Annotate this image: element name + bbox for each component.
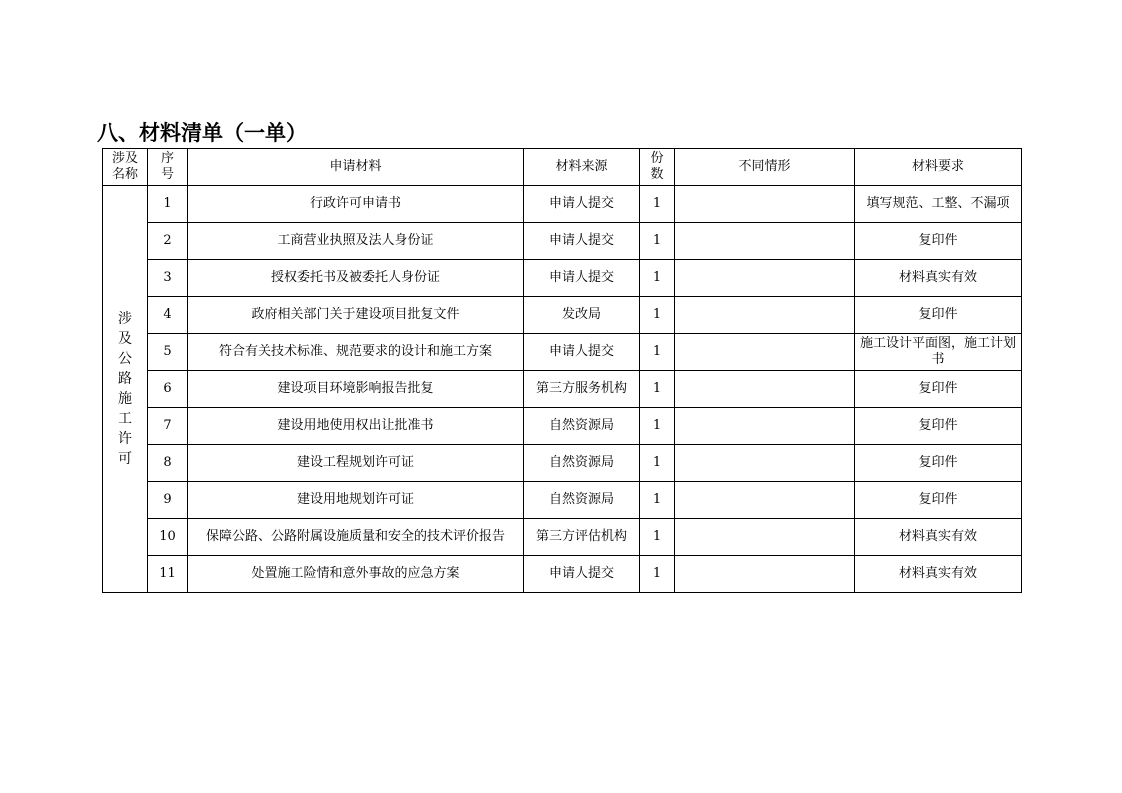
material-name: 建设用地规划许可证 (188, 482, 524, 519)
row-number: 7 (148, 408, 188, 445)
material-requirement: 复印件 (855, 297, 1022, 334)
header-number (148, 149, 188, 186)
row-number: 9 (148, 482, 188, 519)
material-copies: 1 (640, 408, 675, 445)
row-number: 2 (148, 223, 188, 260)
row-number: 1 (148, 186, 188, 223)
table-row (103, 334, 1022, 371)
table-row (103, 260, 1022, 297)
material-situation (675, 519, 855, 556)
header-number-line2: 号 (160, 167, 174, 182)
header-scope-line1: 涉及 (111, 151, 138, 166)
material-source: 申请人提交 (524, 260, 640, 297)
material-situation (675, 371, 855, 408)
material-requirement: 施工设计平面图，施工计划书 (855, 334, 1022, 371)
material-source: 自然资源局 (524, 482, 640, 519)
material-situation (675, 556, 855, 593)
header-requirement: 材料要求 (855, 149, 1022, 186)
header-situation: 不同情形 (675, 149, 855, 186)
material-source: 自然资源局 (524, 445, 640, 482)
table-row (103, 223, 1022, 260)
table-row (103, 445, 1022, 482)
material-situation (675, 297, 855, 334)
material-situation (675, 482, 855, 519)
material-requirement: 材料真实有效 (855, 519, 1022, 556)
material-name: 符合有关技术标准、规范要求的设计和施工方案 (188, 334, 524, 371)
header-scope-name (103, 149, 148, 186)
row-number: 3 (148, 260, 188, 297)
material-source: 第三方评估机构 (524, 519, 640, 556)
row-number: 6 (148, 371, 188, 408)
material-copies: 1 (640, 223, 675, 260)
material-source: 申请人提交 (524, 186, 640, 223)
table-row (103, 408, 1022, 445)
material-name: 建设项目环境影响报告批复 (188, 371, 524, 408)
material-source: 申请人提交 (524, 223, 640, 260)
material-situation (675, 334, 855, 371)
header-number-line1: 序 (160, 151, 174, 166)
material-situation (675, 260, 855, 297)
material-copies: 1 (640, 445, 675, 482)
material-copies: 1 (640, 260, 675, 297)
page-title: 八、材料清单（一单） (97, 121, 307, 145)
material-requirement: 复印件 (855, 371, 1022, 408)
table-row (103, 519, 1022, 556)
material-requirement: 材料真实有效 (855, 260, 1022, 297)
row-number: 8 (148, 445, 188, 482)
material-source: 申请人提交 (524, 556, 640, 593)
material-copies: 1 (640, 371, 675, 408)
material-situation (675, 223, 855, 260)
material-name: 处置施工险情和意外事故的应急方案 (188, 556, 524, 593)
material-requirement: 复印件 (855, 445, 1022, 482)
material-source: 第三方服务机构 (524, 371, 640, 408)
material-copies: 1 (640, 482, 675, 519)
material-name: 授权委托书及被委托人身份证 (188, 260, 524, 297)
material-source: 申请人提交 (524, 334, 640, 371)
material-requirement: 复印件 (855, 223, 1022, 260)
material-name: 建设用地使用权出让批准书 (188, 408, 524, 445)
header-copies-line1: 份 (650, 151, 664, 166)
row-number: 10 (148, 519, 188, 556)
material-name: 保障公路、公路附属设施质量和安全的技术评价报告 (188, 519, 524, 556)
material-copies: 1 (640, 556, 675, 593)
material-situation (675, 445, 855, 482)
material-copies: 1 (640, 186, 675, 223)
table-row (103, 556, 1022, 593)
header-scope-line2: 名称 (111, 167, 138, 182)
scope-name-cell (103, 186, 148, 593)
header-material: 申请材料 (188, 149, 524, 186)
material-source: 自然资源局 (524, 408, 640, 445)
table-row (103, 186, 1022, 223)
material-copies: 1 (640, 297, 675, 334)
material-requirement: 复印件 (855, 408, 1022, 445)
header-source: 材料来源 (524, 149, 640, 186)
material-requirement: 材料真实有效 (855, 556, 1022, 593)
header-copies (640, 149, 675, 186)
material-copies: 1 (640, 334, 675, 371)
material-situation (675, 408, 855, 445)
materials-table (102, 148, 1022, 593)
header-row (103, 149, 1022, 186)
material-requirement: 复印件 (855, 482, 1022, 519)
table-row (103, 482, 1022, 519)
material-copies: 1 (640, 519, 675, 556)
row-number: 4 (148, 297, 188, 334)
table-row (103, 371, 1022, 408)
material-situation (675, 186, 855, 223)
row-number: 11 (148, 556, 188, 593)
row-number: 5 (148, 334, 188, 371)
material-name: 行政许可申请书 (188, 186, 524, 223)
material-name: 工商营业执照及法人身份证 (188, 223, 524, 260)
scope-name: 涉及公路施工许可 (118, 311, 132, 467)
material-source: 发改局 (524, 297, 640, 334)
material-name: 建设工程规划许可证 (188, 445, 524, 482)
header-copies-line2: 数 (650, 167, 664, 182)
table-row (103, 297, 1022, 334)
material-name: 政府相关部门关于建设项目批复文件 (188, 297, 524, 334)
material-requirement: 填写规范、工整、不漏项 (855, 186, 1022, 223)
